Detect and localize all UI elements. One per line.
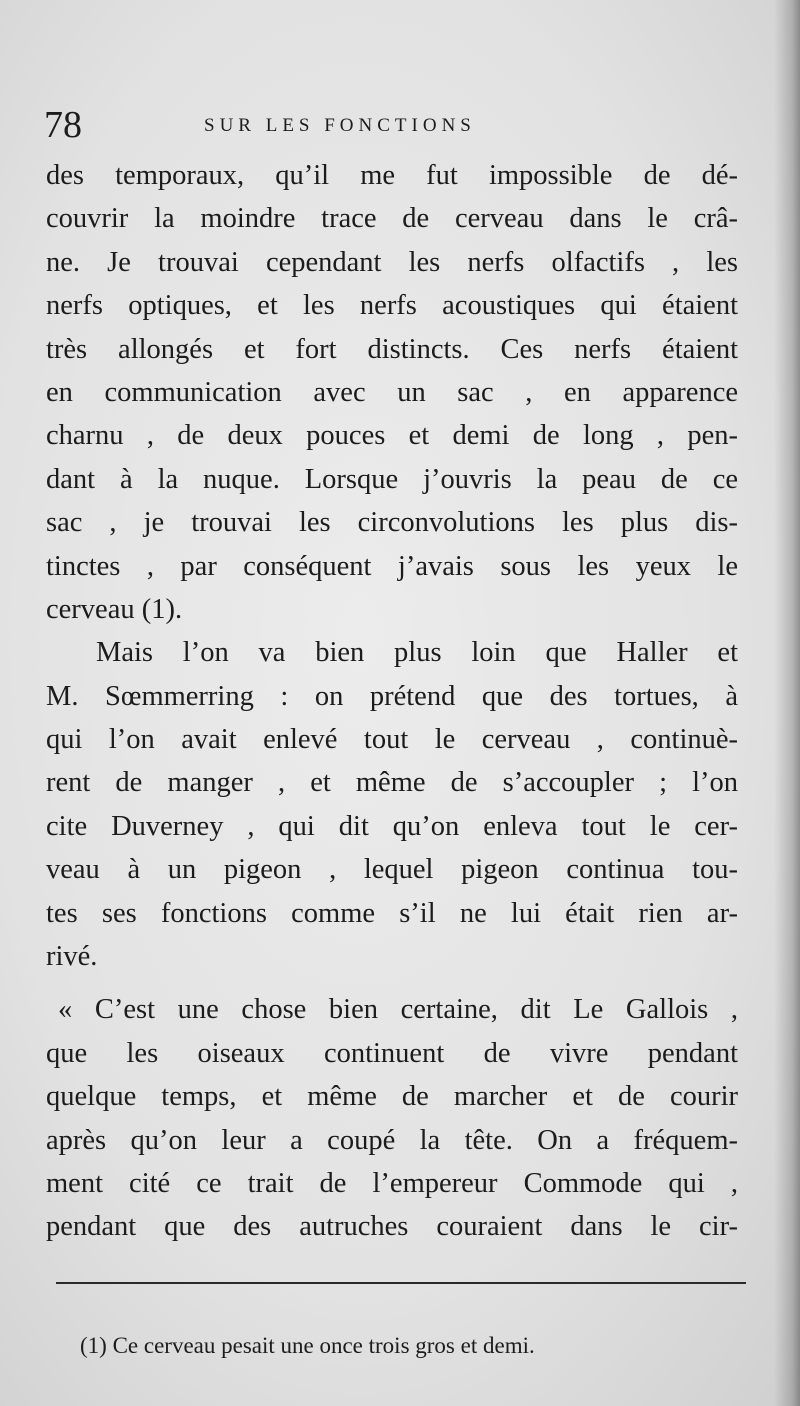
text-line: des temporaux, qu’il me fut impossible de dé-: [46, 160, 738, 191]
text-line: charnu , de deux pouces et demi de long , pen-: [46, 420, 738, 452]
footnote: (1) Ce cerveau pesait une once trois gros et demi.: [80, 1333, 535, 1358]
text-line: que les oiseaux continuent de vivre pendant: [46, 1037, 738, 1069]
text-line: cerveau (1).: [46, 593, 183, 625]
text-line: en communication avec un sac , en apparence: [46, 376, 738, 408]
body-text: [46, 154, 738, 1249]
text-line: tes ses fonctions comme s’il ne lui était rien ar-: [46, 897, 738, 929]
text-line: après qu’on leur a coupé la tête. On a fréquem-: [46, 1124, 738, 1156]
paragraph-gap: [46, 978, 738, 988]
text-line: tinctes , par conséquent j’avais sous les yeux le: [46, 550, 738, 582]
text-line: cite Duverney , qui dit qu’on enleva tout le cer-: [46, 810, 738, 842]
text-line: ment cité ce trait de l’empereur Commode qui ,: [46, 1167, 738, 1199]
paragraph-first-line: « C’est une chose bien certaine, dit Le Gallois ,: [58, 994, 738, 1026]
text-line: quelque temps, et même de marcher et de courir: [46, 1081, 738, 1113]
footnote-divider: [56, 1282, 746, 1284]
text-line: qui l’on avait enlevé tout le cerveau , continuè-: [46, 724, 738, 756]
running-head: SUR LES FONCTIONS: [204, 115, 476, 136]
text-line: couvrir la moindre trace de cerveau dans le crâ-: [46, 203, 738, 235]
text-line: nerfs optiques, et les nerfs acoustiques qui étaient: [46, 290, 738, 322]
text-line: veau à un pigeon , lequel pigeon continua tou-: [46, 854, 738, 886]
text-line: sac , je trouvai les circonvolutions les plus dis-: [46, 507, 738, 539]
text-line: pendant que des autruches couraient dans le cir-: [46, 1211, 738, 1243]
page-header: [44, 100, 742, 150]
text-line: rivé.: [46, 941, 98, 973]
text-line: ne. Je trouvai cependant les nerfs olfactifs , les: [46, 246, 738, 278]
page-number: 78: [44, 104, 82, 146]
text-line: M. Sœmmerring : on prétend que des tortues, à: [46, 680, 738, 712]
paragraph-first-line: Mais l’on va bien plus loin que Haller et: [96, 637, 738, 669]
text-line: très allongés et fort distincts. Ces nerfs étaient: [46, 333, 738, 365]
text-line: rent de manger , et même de s’accoupler ; l’on: [46, 767, 738, 799]
text-line: dant à la nuque. Lorsque j’ouvris la peau de ce: [46, 463, 738, 495]
